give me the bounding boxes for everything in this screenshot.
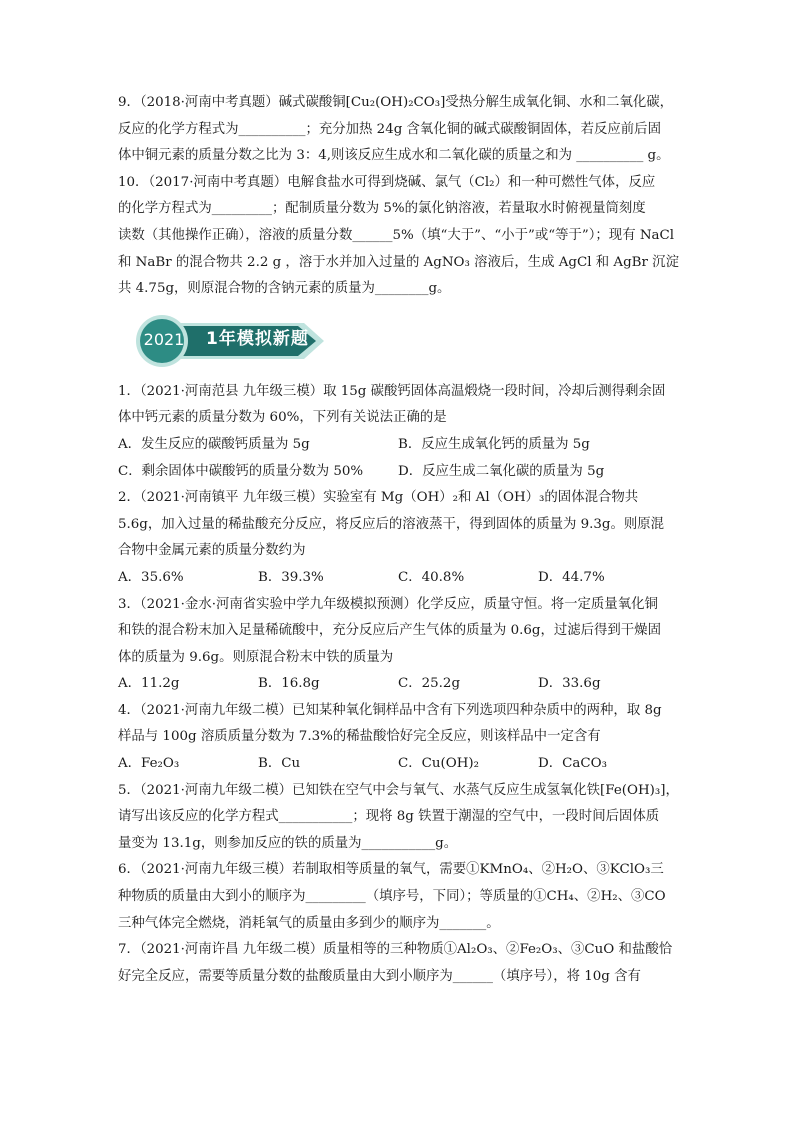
question-1-line-1: 1．（2021·河南范县 九年级三模）取 15g 碳酸钙固体高温煅烧一段时间，冷却后测得剩余固 [118, 383, 666, 399]
question-1-option-a: A．发生反应的碳酸钙质量为 5g [118, 436, 310, 452]
question-1-options-row-1 [118, 432, 683, 459]
question-1-line-2: 体中钙元素的质量分数为 60%，下列有关说法正确的是 [118, 410, 447, 426]
question-4-option-b: B．Cu [258, 756, 301, 772]
question-1 [118, 379, 683, 485]
question-1-option-c: C．剩余固体中碳酸钙的质量分数为 50% [118, 463, 364, 479]
question-4-option-a: A．Fe₂O₃ [118, 756, 180, 772]
section-banner [118, 313, 683, 369]
question-3-line-1: 3．（2021·金水·河南省实验中学九年级模拟预测）化学反应，质量守恒。将一定质量氧化铜 [118, 596, 658, 612]
question-10-line-5: 共 4.75g，则原混合物的含钠元素的质量为________g。 [118, 281, 451, 297]
question-1-option-d: D．反应生成二氧化碳的质量为 5g [398, 463, 605, 479]
question-7 [118, 937, 683, 990]
question-2-option-c: C．40.8% [398, 569, 465, 585]
question-3-line-3: 体的质量为 9.6g。则原混合粉末中铁的质量为 [118, 649, 394, 665]
question-2-line-3: 合物中金属元素的质量分数约为 [118, 543, 306, 559]
question-10 [118, 170, 683, 303]
question-5-line-3: 量变为 13.1g，则参加反应的铁的质量为___________g。 [118, 835, 458, 851]
question-6 [118, 857, 683, 937]
question-10-line-1: 10．（2017·河南中考真题）电解食盐水可得到烧碱、氯气（Cl₂）和一种可燃性气体，反应 [118, 174, 656, 190]
question-5-line-1: 5．（2021·河南九年级二模）已知铁在空气中会与氧气、水蒸气反应生成氢氧化铁[Fe(OH)₃]， [118, 782, 679, 798]
question-7-line-2: 好完全反应，需要等质量分数的盐酸质量由大到小顺序为______（填序号），将 10g 含有 [118, 968, 641, 984]
question-2-line-1: 2．（2021·河南镇平 九年级三模）实验室有 Mg（OH）₂和 Al（OH）₃的固体混合物共 [118, 490, 639, 506]
question-7-line-1: 7．（2021·河南许昌 九年级二模）质量相等的三种物质①Al₂O₃、②Fe₂O₃、③CuO 和盐酸恰 [118, 942, 673, 958]
question-3-option-d: D．33.6g [538, 676, 601, 692]
question-10-line-4: 和 NaBr 的混合物共 2.2 g ，溶于水并加入过量的 AgNO₃ 溶液后，生成 AgCl 和 AgBr 沉淀 [118, 254, 679, 270]
question-4-option-d: D．CaCO₃ [538, 756, 607, 772]
question-10-line-2: 的化学方程式为_________；配制质量分数为 5%的氯化钠溶液，若量取水时俯视量筒刻度 [118, 201, 646, 217]
question-9-line-3: 体中铜元素的质量分数之比为 3：4,则该反应生成水和二氧化碳的质量之和为 __________ g。 [118, 148, 670, 164]
banner-title: 1年模拟新题 [206, 328, 309, 349]
worksheet-content [118, 90, 683, 990]
question-6-line-1: 6．（2021·河南九年级三模）若制取相等质量的氧气，需要①KMnO₄、②H₂O、③KClO₃三 [118, 862, 664, 878]
question-9-line-2: 反应的化学方程式为__________；充分加热 24g 含氧化铜的碱式碳酸铜固体，若反应前后固 [118, 121, 661, 137]
question-6-line-3: 三种气体完全燃烧，消耗氧气的质量由多到少的顺序为_______。 [118, 915, 500, 931]
question-4-options [118, 751, 683, 778]
question-9-line-1: 9．（2018·河南中考真题）碱式碳酸铜[Cu₂(OH)₂CO₃]受热分解生成氧化铜、水和二氧化碳， [118, 95, 674, 110]
banner-year: 2021 [143, 329, 185, 349]
question-3-option-a: A．11.2g [118, 676, 180, 692]
question-1-option-b: B．反应生成氧化钙的质量为 5g [398, 436, 590, 452]
question-2-option-b: B．39.3% [258, 569, 324, 585]
question-6-line-2: 种物质的质量由大到小的顺序为_________（填序号，下同）；等质量的①CH₄、②H₂、③CO [118, 889, 666, 905]
question-9 [118, 90, 683, 170]
question-2-option-a: A．35.6% [118, 569, 184, 585]
question-2 [118, 485, 683, 591]
question-3-line-2: 和铁的混合粉末加入足量稀硫酸中，充分反应后产生气体的质量为 0.6g，过滤后得到干燥固 [118, 623, 661, 639]
question-3-option-b: B．16.8g [258, 676, 320, 692]
question-1-options-row-2 [118, 459, 683, 486]
question-2-option-d: D．44.7% [538, 569, 605, 585]
question-2-line-2: 5.6g，加入过量的稀盐酸充分反应，将反应后的溶液蒸干，得到固体的质量为 9.3g。则原混 [118, 516, 665, 532]
question-3-option-c: C．25.2g [398, 676, 461, 692]
question-3 [118, 592, 683, 698]
question-4 [118, 698, 683, 778]
question-4-option-c: C．Cu(OH)₂ [398, 756, 479, 772]
question-5-line-2: 请写出该反应的化学方程式___________；现将 8g 铁置于潮湿的空气中，一段时间后固体质 [118, 809, 660, 825]
question-4-line-1: 4．（2021·河南九年级二模）已知某种氧化铜样品中含有下列选项四种杂质中的两种，取 8g [118, 702, 662, 718]
question-4-line-2: 样品与 100g 溶质质量分数为 7.3%的稀盐酸恰好完全反应，则该样品中一定含有 [118, 729, 601, 745]
question-5 [118, 778, 683, 858]
question-10-line-3: 读数（其他操作正确），溶液的质量分数______5%（填“大于”、“小于”或“等于”）；现有 NaCl [118, 227, 675, 243]
question-3-options [118, 671, 683, 698]
question-2-options [118, 565, 683, 592]
